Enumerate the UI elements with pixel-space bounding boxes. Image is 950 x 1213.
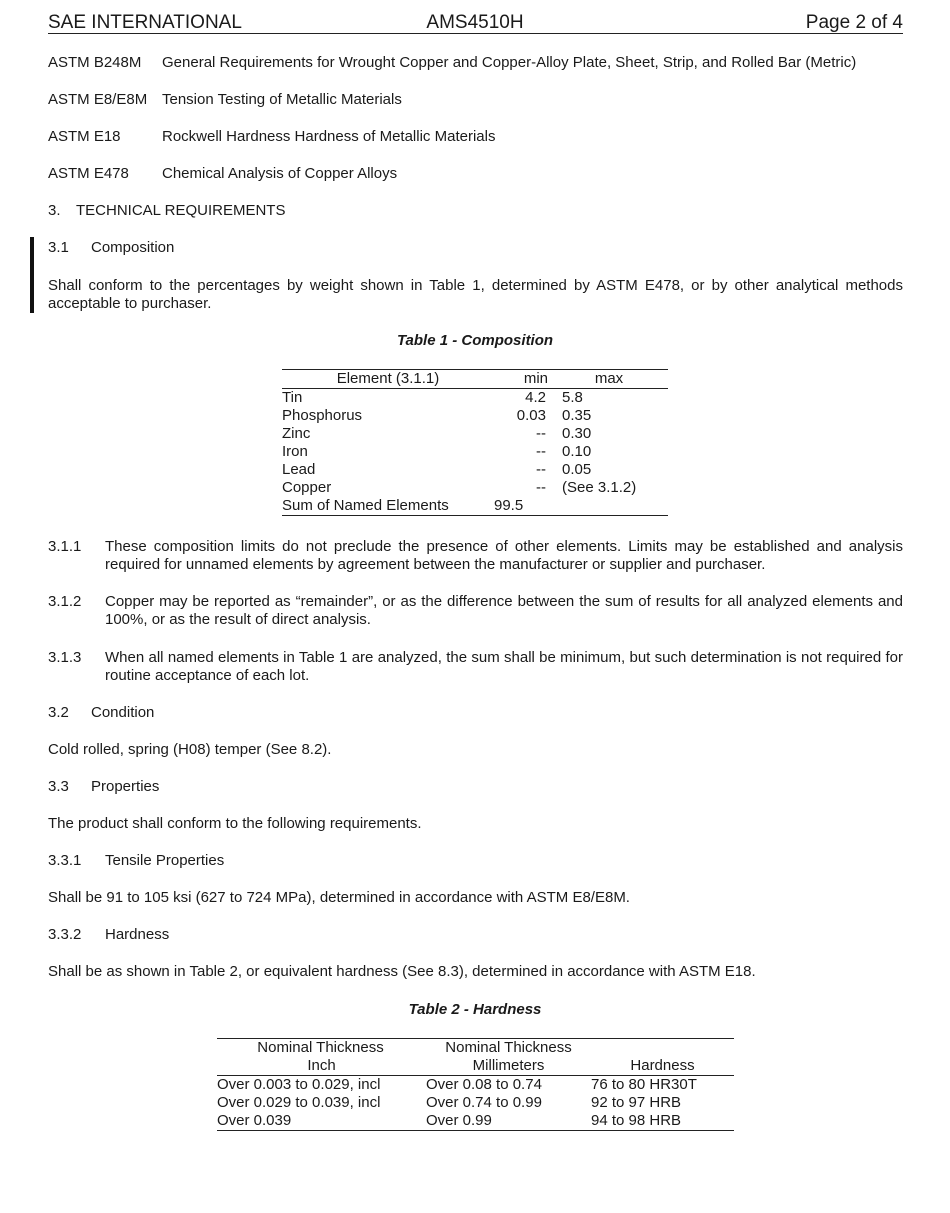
composition-table: [282, 369, 668, 516]
table-row: [282, 497, 668, 516]
table-row: [217, 1076, 734, 1095]
reference-code: ASTM E8/E8M: [48, 91, 148, 108]
hardness-table: [217, 1038, 734, 1131]
column-header-line: Millimeters: [472, 1057, 545, 1074]
table-row: [282, 479, 668, 497]
section-3-1-1-text: These composition limits do not preclude the presence of other elements. Limits may be established and analysis required for unnamed elements by agreement between the manufacturer or supplier and purchaser.: [105, 538, 903, 573]
table-row: [282, 407, 668, 425]
column-header: Element (3.1.1): [282, 370, 494, 389]
min-value: 0.03: [516, 407, 546, 424]
inch-cell: Over 0.039: [217, 1112, 292, 1129]
min-value: 4.2: [525, 389, 546, 406]
max-cell: 0.30: [562, 425, 592, 442]
table-row: [282, 443, 668, 461]
column-header-label: min: [523, 370, 548, 387]
table-row: [282, 425, 668, 443]
section-3-3-1-text: Shall be 91 to 105 ksi (627 to 724 MPa), determined in accordance with ASTM E8/E8M.: [48, 889, 630, 906]
section-3-3-1-number: 3.3.1: [48, 852, 82, 869]
section-3-3-1-title: Tensile Properties: [105, 852, 225, 869]
column-header: max: [550, 370, 668, 389]
reference-code: ASTM B248M: [48, 54, 142, 71]
max-cell: 0.10: [562, 443, 592, 460]
table-header-row: [282, 370, 668, 389]
reference-title: Chemical Analysis of Copper Alloys: [162, 165, 398, 182]
table-row: [282, 461, 668, 479]
table-row: [217, 1112, 734, 1131]
table-2-caption: Table 2 - Hardness: [408, 1001, 542, 1018]
section-3-title: TECHNICAL REQUIREMENTS: [76, 202, 286, 219]
max-cell: 0.05: [562, 461, 592, 478]
header-doc-number: AMS4510H: [426, 12, 524, 33]
section-3-2-text: Cold rolled, spring (H08) temper (See 8.2).: [48, 741, 332, 758]
section-3-number: 3.: [48, 202, 61, 219]
column-header-mm: [426, 1039, 591, 1076]
table-row: [282, 389, 668, 408]
element-cell: Phosphorus: [282, 407, 363, 424]
mm-cell: Over 0.74 to 0.99: [426, 1094, 542, 1111]
hardness-cell: 92 to 97 HRB: [591, 1094, 682, 1111]
reference-title: Rockwell Hardness Hardness of Metallic Materials: [162, 128, 496, 145]
reference-title: Tension Testing of Metallic Materials: [162, 91, 402, 108]
column-header-inch: [217, 1039, 426, 1076]
section-3-3-text: The product shall conform to the following requirements.: [48, 815, 422, 832]
element-cell: Copper: [282, 479, 332, 496]
section-3-2-title: Condition: [91, 704, 155, 721]
section-3-1-title: Composition: [91, 239, 175, 256]
section-3-3-2-text: Shall be as shown in Table 2, or equivalent hardness (See 8.3), determined in accordance with ASTM E18.: [48, 963, 756, 980]
column-header-line: Nominal Thickness: [257, 1039, 384, 1056]
element-cell: Sum of Named Elements: [282, 497, 449, 514]
inch-cell: Over 0.029 to 0.039, incl: [217, 1094, 381, 1111]
section-3-1-text: Shall conform to the percentages by weight shown in Table 1, determined by ASTM E478, or by other analytical methods acceptable to purchaser.: [48, 277, 903, 312]
min-cell: [494, 389, 550, 408]
element-cell: Iron: [282, 443, 308, 460]
section-3-1-3-number: 3.1.3: [48, 649, 82, 666]
column-header-line: Nominal Thickness: [445, 1039, 572, 1056]
min-cell: [494, 407, 550, 425]
min-value: --: [536, 479, 546, 496]
reference-code: ASTM E18: [48, 128, 121, 145]
table-row: [217, 1094, 734, 1112]
min-value: 99.5: [494, 497, 524, 514]
section-3-1-1-number: 3.1.1: [48, 538, 82, 555]
min-cell: [494, 461, 550, 479]
min-cell: [494, 425, 550, 443]
header-rule: [48, 33, 903, 34]
column-header-hardness: [591, 1039, 734, 1076]
header-org: SAE INTERNATIONAL: [48, 12, 242, 33]
max-cell: 5.8: [562, 389, 583, 406]
min-value: --: [536, 443, 546, 460]
min-value: --: [536, 425, 546, 442]
section-3-3-2-number: 3.3.2: [48, 926, 82, 943]
element-cell: Tin: [282, 389, 303, 406]
hardness-cell: 76 to 80 HR30T: [591, 1076, 697, 1093]
inch-cell: Over 0.003 to 0.029, incl: [217, 1076, 381, 1093]
column-header-line: Inch: [307, 1057, 336, 1074]
section-3-1-number: 3.1: [48, 239, 69, 256]
section-3-2-number: 3.2: [48, 704, 69, 721]
section-3-1-3-text: When all named elements in Table 1 are analyzed, the sum shall be minimum, but such determination is not required for routine acceptance of each lot.: [105, 649, 903, 684]
hardness-cell: 94 to 98 HRB: [591, 1112, 682, 1129]
min-cell: [494, 479, 550, 497]
reference-code: ASTM E478: [48, 165, 129, 182]
column-header-line: [591, 1039, 734, 1057]
revision-change-bar: [30, 237, 34, 313]
element-cell: Lead: [282, 461, 316, 478]
max-cell: 0.35: [562, 407, 592, 424]
section-3-3-title: Properties: [91, 778, 160, 795]
mm-cell: Over 0.08 to 0.74: [426, 1076, 542, 1093]
header-page-number: Page 2 of 4: [805, 12, 903, 33]
reference-title: General Requirements for Wrought Copper and Copper-Alloy Plate, Sheet, Strip, and Rolled Bar (Metric): [162, 54, 857, 71]
section-3-1-2-text: Copper may be reported as “remainder”, or as the difference between the sum of results for all analyzed elements and 100%, or as the result of direct analysis.: [105, 593, 903, 628]
section-3-3-number: 3.3: [48, 778, 69, 795]
table-header-row: [217, 1039, 734, 1076]
min-cell: [494, 443, 550, 461]
section-3-3-2-title: Hardness: [105, 926, 170, 943]
min-value: --: [536, 461, 546, 478]
max-cell: [550, 497, 668, 516]
mm-cell: Over 0.99: [426, 1112, 492, 1129]
element-cell: Zinc: [282, 425, 311, 442]
table-1-caption: Table 1 - Composition: [396, 332, 554, 349]
column-header: [494, 370, 550, 389]
column-header-line: Hardness: [630, 1057, 695, 1074]
max-cell: (See 3.1.2): [562, 479, 637, 496]
section-3-1-2-number: 3.1.2: [48, 593, 82, 610]
min-cell: [494, 497, 550, 516]
